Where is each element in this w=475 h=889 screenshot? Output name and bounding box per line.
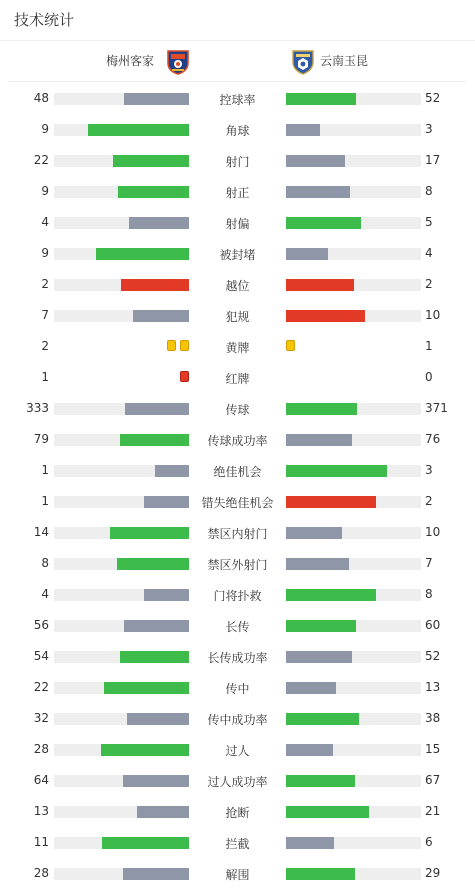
home-bar-track	[54, 620, 189, 632]
away-stat-value: 76	[425, 432, 441, 446]
away-bar-track	[286, 682, 421, 694]
home-bar-fill	[101, 744, 189, 756]
stat-label: 传球成功率	[207, 434, 268, 448]
stat-row	[0, 114, 475, 145]
stat-row	[0, 331, 475, 362]
home-bar-track	[54, 465, 189, 477]
away-bar-fill	[286, 186, 350, 198]
home-bar-track	[54, 496, 189, 508]
away-bar-track	[286, 527, 421, 539]
home-stat-value: 4	[41, 587, 49, 601]
stat-label: 过人成功率	[207, 775, 268, 789]
away-bar-track	[286, 837, 421, 849]
home-bar-fill	[113, 155, 189, 167]
stat-row	[0, 145, 475, 176]
home-bar-track	[54, 434, 189, 446]
stat-label: 长传成功率	[207, 651, 268, 665]
home-bar-track	[54, 837, 189, 849]
away-bar-fill	[286, 217, 361, 229]
home-bar-fill	[121, 279, 189, 291]
stat-label: 射正	[225, 186, 250, 200]
home-bar-fill	[110, 527, 189, 539]
stat-label: 射偏	[225, 217, 250, 231]
stat-row	[0, 796, 475, 827]
stat-label: 被封堵	[219, 248, 256, 262]
home-bar-track	[54, 806, 189, 818]
away-bar-fill	[286, 806, 369, 818]
home-stat-value: 8	[41, 556, 49, 570]
home-bar-track	[54, 744, 189, 756]
home-stat-value: 14	[33, 525, 49, 539]
home-bar-track	[54, 124, 189, 136]
away-bar-fill	[286, 837, 334, 849]
home-bar-track	[54, 155, 189, 167]
section-header	[0, 0, 475, 41]
home-bar-track	[54, 93, 189, 105]
home-stat-value: 32	[33, 711, 49, 725]
away-bar-fill	[286, 713, 359, 725]
home-bar-track	[54, 682, 189, 694]
home-stat-value: 2	[41, 339, 49, 353]
stat-row	[0, 765, 475, 796]
away-bar-track	[286, 124, 421, 136]
away-bar-fill	[286, 682, 336, 694]
away-stat-value: 52	[425, 91, 441, 105]
home-bar-track	[54, 558, 189, 570]
away-bar-track	[286, 558, 421, 570]
home-stat-value: 11	[33, 835, 49, 849]
away-stat-value: 10	[425, 308, 441, 322]
away-stat-value: 8	[425, 587, 433, 601]
stat-row	[0, 393, 475, 424]
stat-row	[0, 579, 475, 610]
home-bar-fill	[123, 868, 189, 880]
stat-row	[0, 517, 475, 548]
home-bar-track	[54, 310, 189, 322]
stat-row	[0, 827, 475, 858]
stat-label: 禁区外射门	[207, 558, 268, 572]
home-bar-fill	[144, 496, 189, 508]
home-bar-track	[54, 651, 189, 663]
home-bar-fill	[129, 217, 189, 229]
stat-label: 犯规	[225, 310, 250, 324]
away-stat-value: 7	[425, 556, 433, 570]
away-stat-value: 2	[425, 494, 433, 508]
stat-row	[0, 269, 475, 300]
away-stat-value: 17	[425, 153, 441, 167]
stat-label: 拦截	[225, 837, 250, 851]
away-bar-track	[286, 651, 421, 663]
home-stat-value: 1	[41, 463, 49, 477]
home-bar-track	[54, 868, 189, 880]
home-bar-track	[54, 217, 189, 229]
away-stat-value: 0	[425, 370, 433, 384]
stat-label: 传中成功率	[207, 713, 268, 727]
stat-row	[0, 858, 475, 889]
stat-row	[0, 672, 475, 703]
home-stat-value: 7	[41, 308, 49, 322]
section-title: 技术统计	[14, 11, 75, 29]
away-bar-track	[286, 248, 421, 260]
home-bar-fill	[133, 310, 189, 322]
stat-row	[0, 641, 475, 672]
teams-bar	[8, 41, 467, 82]
home-bar-fill	[104, 682, 189, 694]
away-stat-value: 21	[425, 804, 441, 818]
home-stat-value: 64	[33, 773, 49, 787]
away-bar-fill	[286, 775, 355, 787]
stat-label: 黄牌	[225, 341, 250, 355]
away-stat-value: 3	[425, 463, 433, 477]
away-stat-value: 29	[425, 866, 441, 880]
home-bar-fill	[117, 558, 189, 570]
home-bar-fill	[118, 186, 189, 198]
away-stat-value: 38	[425, 711, 441, 725]
home-bar-track	[54, 403, 189, 415]
away-stat-value: 1	[425, 339, 433, 353]
stat-row	[0, 83, 475, 114]
away-bar-track	[286, 465, 421, 477]
home-bar-track	[54, 775, 189, 787]
stat-label: 禁区内射门	[207, 527, 268, 541]
away-bar-track	[286, 496, 421, 508]
away-bar-track	[286, 217, 421, 229]
home-bar-fill	[88, 124, 189, 136]
home-stat-value: 56	[33, 618, 49, 632]
stat-row	[0, 734, 475, 765]
away-bar-fill	[286, 124, 320, 136]
away-stat-value: 8	[425, 184, 433, 198]
away-stat-value: 371	[425, 401, 448, 415]
away-bar-fill	[286, 651, 352, 663]
stat-label: 传球	[225, 403, 250, 417]
red-card-icon	[180, 371, 189, 382]
away-bar-track	[286, 93, 421, 105]
away-bar-track	[286, 868, 421, 880]
home-bar-track	[54, 248, 189, 260]
stat-row	[0, 207, 475, 238]
away-bar-fill	[286, 279, 354, 291]
away-stat-value: 15	[425, 742, 441, 756]
away-bar-fill	[286, 496, 376, 508]
away-bar-fill	[286, 465, 387, 477]
away-bar-fill	[286, 248, 328, 260]
home-stat-value: 28	[33, 866, 49, 880]
home-bar-track	[54, 186, 189, 198]
away-bar-track	[286, 620, 421, 632]
away-bar-track	[286, 806, 421, 818]
home-stat-value: 1	[41, 494, 49, 508]
away-stat-value: 10	[425, 525, 441, 539]
stat-label: 解围	[225, 868, 250, 882]
stat-row	[0, 486, 475, 517]
home-bar-fill	[127, 713, 189, 725]
stat-label: 控球率	[219, 93, 256, 107]
home-bar-fill	[125, 403, 189, 415]
home-cards	[167, 340, 189, 351]
stat-label: 绝佳机会	[213, 465, 262, 479]
home-stat-value: 79	[33, 432, 49, 446]
away-bar-track	[286, 589, 421, 601]
stat-label: 过人	[225, 744, 250, 758]
stat-row	[0, 362, 475, 393]
home-stat-value: 4	[41, 215, 49, 229]
away-bar-fill	[286, 868, 355, 880]
home-bar-fill	[120, 651, 189, 663]
away-stat-value: 6	[425, 835, 433, 849]
away-bar-fill	[286, 310, 365, 322]
home-team-name[interactable]: 梅州客家	[105, 54, 154, 68]
stat-label: 门将扑救	[213, 589, 262, 603]
away-bar-fill	[286, 93, 356, 105]
home-stat-value: 22	[33, 153, 49, 167]
meizhou-hakka-crest-icon[interactable]	[166, 49, 190, 75]
home-bar-track	[54, 527, 189, 539]
stat-row	[0, 610, 475, 641]
stat-row	[0, 424, 475, 455]
yellow-card-icon	[286, 340, 295, 351]
home-stat-value: 13	[33, 804, 49, 818]
yunnan-yukun-crest-icon[interactable]	[292, 49, 314, 75]
stat-label: 越位	[225, 279, 250, 293]
home-bar-fill	[144, 589, 189, 601]
home-stat-value: 333	[26, 401, 49, 415]
home-bar-track	[54, 279, 189, 291]
home-bar-fill	[137, 806, 189, 818]
home-stat-value: 22	[33, 680, 49, 694]
home-cards	[180, 371, 189, 382]
home-bar-fill	[124, 93, 189, 105]
stat-row	[0, 455, 475, 486]
home-bar-fill	[123, 775, 189, 787]
stat-label: 错失绝佳机会	[201, 496, 274, 510]
away-bar-track	[286, 186, 421, 198]
away-stat-value: 4	[425, 246, 433, 260]
home-stat-value: 9	[41, 122, 49, 136]
away-bar-fill	[286, 558, 349, 570]
home-bar-track	[54, 713, 189, 725]
home-bar-fill	[155, 465, 189, 477]
away-bar-track	[286, 434, 421, 446]
yellow-card-icon	[167, 340, 176, 351]
stat-row	[0, 238, 475, 269]
stat-label: 角球	[225, 124, 250, 138]
stat-row	[0, 548, 475, 579]
stat-row	[0, 300, 475, 331]
stat-row	[0, 703, 475, 734]
away-bar-fill	[286, 403, 357, 415]
away-stat-value: 5	[425, 215, 433, 229]
home-bar-fill	[124, 620, 189, 632]
away-stat-value: 3	[425, 122, 433, 136]
home-stat-value: 48	[33, 91, 49, 105]
away-stat-value: 67	[425, 773, 441, 787]
away-bar-fill	[286, 434, 352, 446]
away-stat-value: 60	[425, 618, 441, 632]
home-bar-track	[54, 589, 189, 601]
stat-label: 传中	[225, 682, 250, 696]
home-bar-fill	[120, 434, 189, 446]
yellow-card-icon	[180, 340, 189, 351]
away-bar-track	[286, 744, 421, 756]
home-bar-fill	[102, 837, 189, 849]
away-stat-value: 13	[425, 680, 441, 694]
away-bar-track	[286, 713, 421, 725]
away-bar-fill	[286, 744, 333, 756]
stats-list	[0, 83, 475, 889]
away-bar-fill	[286, 527, 342, 539]
home-stat-value: 2	[41, 277, 49, 291]
away-stat-value: 2	[425, 277, 433, 291]
away-bar-fill	[286, 620, 356, 632]
home-stat-value: 9	[41, 246, 49, 260]
away-cards	[286, 340, 295, 351]
away-bar-track	[286, 403, 421, 415]
away-bar-track	[286, 310, 421, 322]
home-stat-value: 1	[41, 370, 49, 384]
away-bar-track	[286, 279, 421, 291]
home-stat-value: 54	[33, 649, 49, 663]
away-stat-value: 52	[425, 649, 441, 663]
away-bar-fill	[286, 589, 376, 601]
away-team-name[interactable]: 云南玉昆	[320, 54, 369, 68]
stat-label: 射门	[225, 155, 250, 169]
stat-label: 红牌	[225, 372, 250, 386]
stat-label: 抢断	[225, 806, 250, 820]
home-stat-value: 28	[33, 742, 49, 756]
away-bar-track	[286, 775, 421, 787]
stat-row	[0, 176, 475, 207]
stat-label: 长传	[225, 620, 250, 634]
home-bar-fill	[96, 248, 189, 260]
away-bar-track	[286, 155, 421, 167]
away-bar-fill	[286, 155, 345, 167]
home-stat-value: 9	[41, 184, 49, 198]
